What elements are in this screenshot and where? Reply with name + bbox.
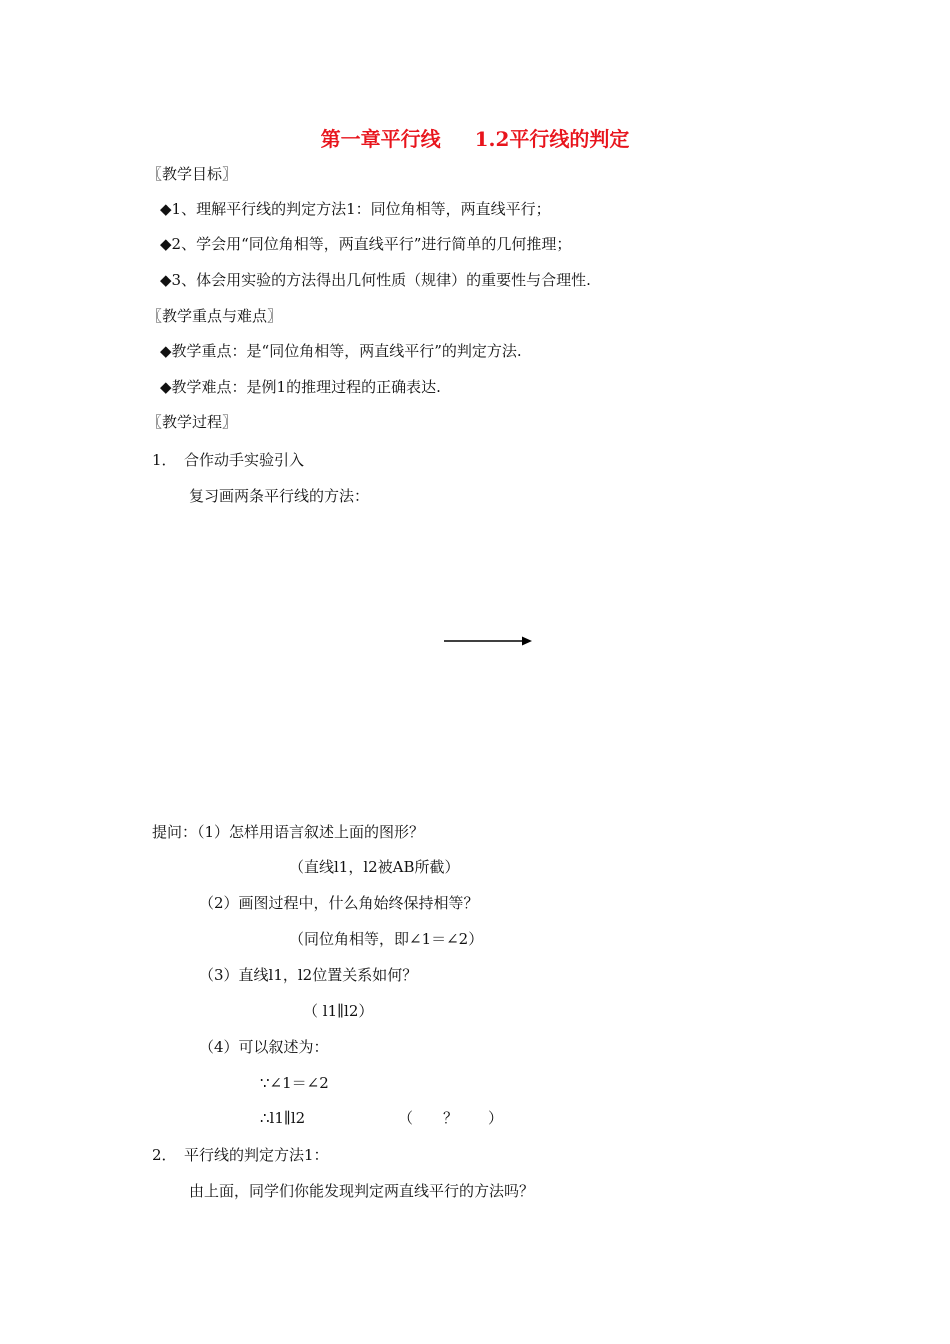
objective-item-2: ◆2、学会用“同位角相等，两直线平行”进行简单的几何推理； (160, 235, 572, 253)
key-point-item-2: ◆教学难点：是例1的推理过程的正确表达. (160, 378, 441, 396)
step1-title: 合作动手实验引入 (184, 451, 305, 469)
objective-item-1: ◆1、理解平行线的判定方法1：同位角相等，两直线平行； (160, 200, 551, 218)
arrow-figure (444, 634, 534, 648)
therefore-statement: ∴l1∥l2 (260, 1109, 306, 1127)
key-point-item-1: ◆教学重点：是“同位角相等，两直线平行”的判定方法. (160, 342, 522, 360)
key-points-heading: 〖教学重点与难点〗 (147, 307, 283, 325)
page-title (0, 126, 950, 152)
answer-1: （直线l1，l2被AB所截） (289, 858, 460, 876)
step2-label: 2． (152, 1146, 177, 1164)
question-2: （2）画图过程中，什么角始终保持相等？ (199, 894, 479, 912)
objective-item-3: ◆3、体会用实验的方法得出几何性质（规律）的重要性与合理性. (160, 271, 591, 289)
reason-blank: （ ？ ） (398, 1109, 504, 1127)
question-3: （3）直线l1，l2位置关系如何？ (199, 966, 418, 984)
step1-text: 复习画两条平行线的方法： (189, 487, 370, 505)
question-1: 提问：（1）怎样用语言叙述上面的图形？ (152, 823, 425, 841)
title-chapter: 第一章平行线 (320, 127, 441, 151)
because-statement: ∵∠1＝∠2 (260, 1074, 329, 1092)
question-4: （4）可以叙述为： (199, 1038, 329, 1056)
arrow-head-icon (522, 637, 532, 646)
answer-3: （ l1∥l2） (303, 1002, 374, 1020)
step1-label: 1． (152, 451, 177, 469)
step2-text: 由上面，同学们你能发现判定两直线平行的方法吗？ (189, 1182, 535, 1200)
title-section: 1.2平行线的判定 (474, 127, 630, 151)
process-heading: 〖教学过程〗 (147, 413, 238, 431)
answer-2: （同位角相等，即∠1＝∠2） (289, 930, 484, 948)
step2-title: 平行线的判定方法1： (184, 1146, 329, 1164)
objectives-heading: 〖教学目标〗 (147, 165, 238, 183)
